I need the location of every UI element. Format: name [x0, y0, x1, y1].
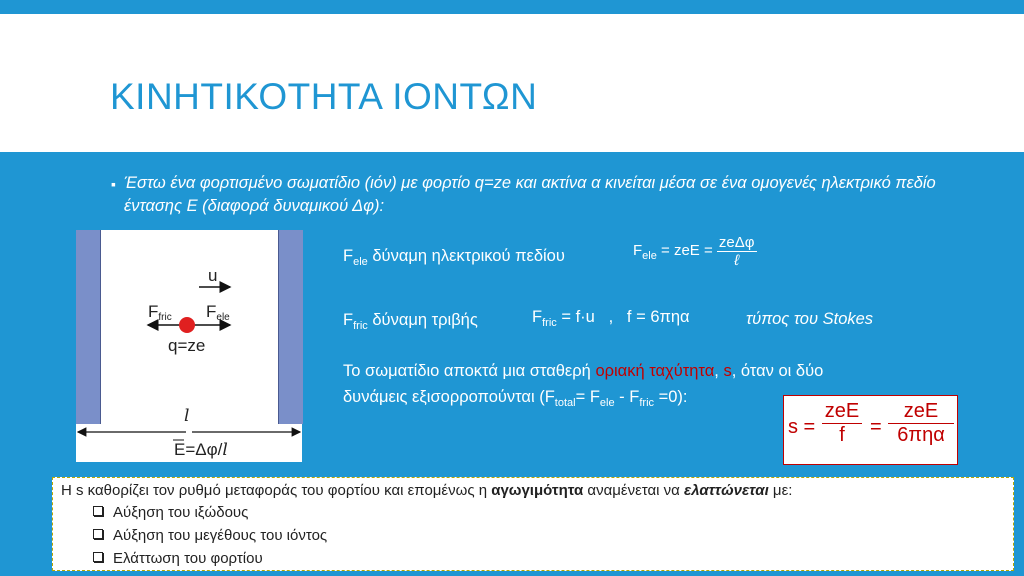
fraction-2: zeE 6πηα: [888, 400, 954, 447]
note-text: Η s καθορίζει τον ρυθμό μεταφοράς του φορτίου και επομένως η αγωγιμότητα αναμένεται να ελαττώνεται με:: [61, 482, 793, 499]
checkbox-icon: [93, 506, 103, 516]
charge-label: q=ze: [168, 336, 206, 355]
particle-ball: [179, 317, 195, 333]
slide-title: ΚΙΝΗΤΙΚΟΤΗΤΑ ΙΟΝΤΩΝ: [110, 76, 538, 117]
terminal-velocity-line2: δυνάμεις εξισορροπούνται $(F_{total}= F_{ele} - F_{fric} =0)$:: [343, 388, 688, 409]
electric-force-line: $F_{ele}$ δύναμη ηλεκτρικού πεδίου: [343, 247, 565, 268]
electric-force-eq: $F_{ele}$ = zeE = $\frac{\text{zeΔφ}}{\text{ℓ}}$: [633, 234, 755, 269]
note-list: [61, 501, 1005, 570]
list-item: Αύξηση του μεγέθους του ιόντος: [93, 524, 1005, 547]
velocity-label: u: [208, 266, 218, 285]
particle-figure: [76, 230, 302, 462]
top-strip: [0, 0, 1024, 14]
field-label: E=Δφ/l: [174, 440, 228, 460]
intro-text: Έστω ένα φορτισμένο σωματίδιο (ιόν) με φορτίο q=ze και ακτίνα α κινείται μέσα σε ένα ομογενές ηλεκτρικό πεδίο έντασης Ε (διαφορά δυναμικού Δφ):: [124, 174, 936, 215]
slide-header: [0, 14, 1024, 152]
ele-label: Fele: [206, 302, 230, 323]
stokes-label: τύπος του Stokes: [746, 310, 874, 328]
checkbox-icon: [93, 529, 103, 539]
list-item: Ελάττωση του φορτίου: [93, 547, 1005, 570]
list-item: Αύξηση του ιξώδους: [93, 501, 1005, 524]
terminal-velocity-line1: Το σωματίδιο αποκτά μια σταθερή οριακή ταχύτητα, s, όταν οι δύο: [343, 362, 824, 380]
fraction-1: zeE f: [822, 400, 862, 447]
bullet-icon: ▪: [111, 176, 116, 192]
s-label: s =: [788, 416, 816, 438]
checkbox-icon: [93, 552, 103, 562]
conductivity-note: [52, 477, 1014, 571]
friction-eq: $F_{fric} = f\cdot u$ , f = 6πηα: [532, 308, 690, 329]
length-label: l: [184, 406, 190, 426]
fric-label: Ffric: [148, 302, 172, 323]
friction-force-line: $F_{fric}$ δύναμη τριβής: [343, 311, 478, 332]
terminal-velocity-equation: [783, 395, 958, 465]
equals-sign: =: [870, 416, 882, 438]
